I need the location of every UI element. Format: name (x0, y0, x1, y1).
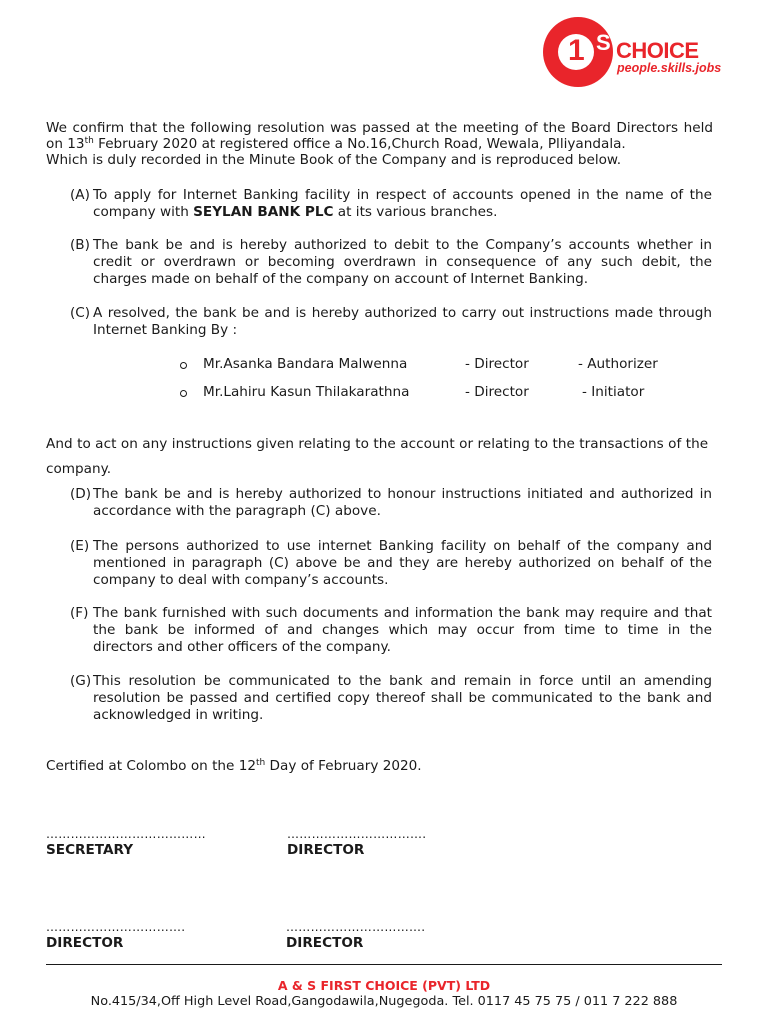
item-g-line-1: This resolution be communicated to the bank and remain in force until an amending (93, 673, 712, 689)
item-e-line-3: company to deal with company’s accounts. (93, 572, 389, 588)
item-f-label: (F) (70, 605, 89, 621)
footer-divider (46, 964, 722, 965)
secretary-label: SECRETARY (46, 842, 134, 858)
item-c-label: (C) (70, 305, 91, 321)
intro-line-2 (46, 136, 626, 153)
signatory-name: Mr.Lahiru Kasun Thilakarathna (203, 384, 410, 400)
certified-sup: th (256, 758, 266, 768)
item-a-label: (A) (70, 187, 90, 203)
item-g-label: (G) (70, 673, 92, 689)
intro-date-suffix: February 2020 at registered office a No.16,Church Road, Wewala, Plliyandala. (93, 136, 626, 152)
intro-line-1: We confirm that the following resolution was passed at the meeting of the Board Directors held (46, 120, 713, 136)
signatory-authority: - Initiator (582, 384, 645, 400)
item-f-line-3: directors and other officers of the company. (93, 639, 391, 655)
item-g-line-2: resolution be passed and certified copy thereof shall be communicated to the bank and (93, 690, 712, 706)
intro-date-prefix: on 13 (46, 136, 85, 152)
item-e-line-2: mentioned in paragraph (C) above be and they are hereby authorized on behalf of the (93, 555, 712, 571)
intro-line-3: Which is duly recorded in the Minute Book of the Company and is reproduced below. (46, 152, 622, 168)
certified-text: Certified at Colombo on the 12 (46, 758, 256, 774)
item-a-line-2-text: company with (93, 204, 194, 220)
item-a-line-2 (93, 204, 497, 221)
signature-line: ……………………………. (287, 827, 427, 841)
signature-line: ………………………………… (46, 827, 206, 841)
item-b-line-1: The bank be and is hereby authorized to debit to the Company’s accounts whether in (93, 237, 712, 253)
item-e-label: (E) (70, 538, 90, 554)
director-label: DIRECTOR (46, 935, 124, 951)
item-f-line-1: The bank furnished with such documents and information the bank may require and that (93, 605, 712, 621)
bullet-icon (180, 390, 187, 397)
item-e-line-1: The persons authorized to use internet Banking facility on behalf of the company and (93, 538, 712, 554)
logo-number: 1 (568, 34, 585, 67)
certified-line (46, 758, 422, 775)
item-g-line-3: acknowledged in writing. (93, 707, 264, 723)
item-d-label: (D) (70, 486, 92, 502)
item-c-line-1: A resolved, the bank be and is hereby authorized to carry out instructions made through (93, 305, 712, 321)
signatory-authority: - Authorizer (578, 356, 658, 372)
signature-line: ……………………………. (286, 920, 426, 934)
footer-address: No.415/34,Off High Level Road,Gangodawila,Nugegoda. Tel. 0117 45 75 75 / 011 7 222 888 (90, 994, 678, 1009)
signatory-name: Mr.Asanka Bandara Malwenna (203, 356, 408, 372)
item-d-line-2: accordance with the paragraph (C) above. (93, 503, 381, 519)
logo-brand: CHOICE (616, 38, 699, 63)
bank-name: SEYLAN BANK PLC (193, 204, 334, 220)
item-b-label: (B) (70, 237, 90, 253)
item-c-line-2: Internet Banking By : (93, 322, 238, 338)
intro-date-sup: th (84, 136, 94, 146)
company-logo (540, 14, 722, 86)
item-f-line-2: the bank be informed of and changes which may occur from time to time in the (93, 622, 712, 638)
item-a-line-1: To apply for Internet Banking facility in respect of accounts opened in the name of the (93, 187, 712, 203)
item-b-line-3: charges made on behalf of the company on account of Internet Banking. (93, 271, 589, 287)
signatory-role: - Director (465, 356, 529, 372)
bullet-icon (180, 362, 187, 369)
logo-tagline: people.skills.jobs (617, 61, 722, 75)
director-label: DIRECTOR (287, 842, 365, 858)
item-d-line-1: The bank be and is hereby authorized to honour instructions initiated and authorized in (93, 486, 712, 502)
item-a-line-2-end: at its various branches. (333, 204, 498, 220)
director-label: DIRECTOR (286, 935, 364, 951)
act-line-2: company. (46, 461, 112, 477)
signature-line: ……………………………. (46, 920, 186, 934)
footer-company-name: A & S FIRST CHOICE (PVT) LTD (277, 978, 491, 993)
act-line-1: And to act on any instructions given relating to the account or relating to the transactions of the (46, 436, 709, 452)
signatory-role: - Director (465, 384, 529, 400)
item-b-line-2: credit or overdrawn or becoming overdrawn in consequence of any such debit, the (93, 254, 712, 270)
logo-st: ST (596, 30, 625, 55)
certified-date: Day of February 2020. (265, 758, 422, 774)
